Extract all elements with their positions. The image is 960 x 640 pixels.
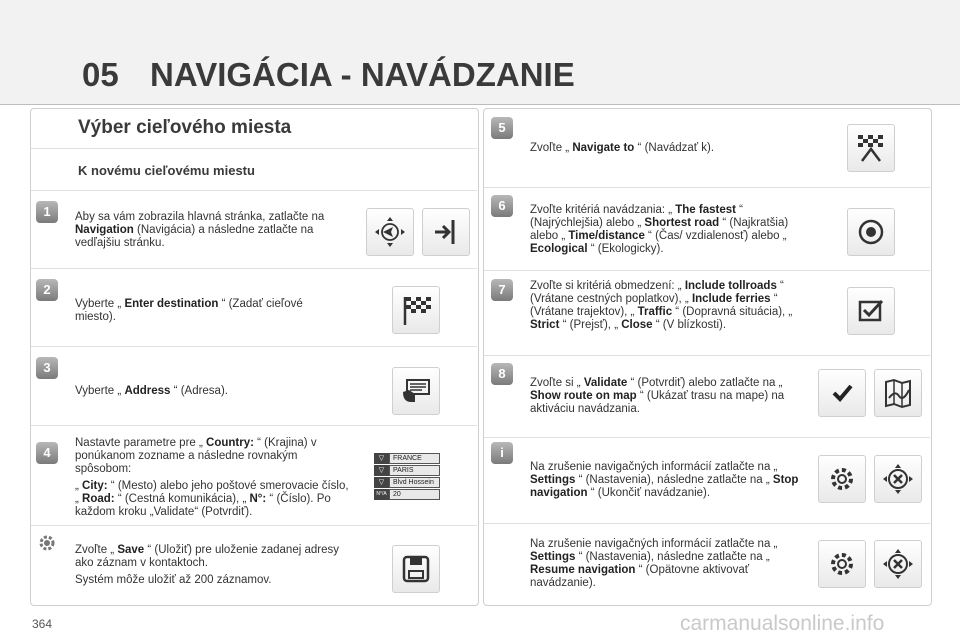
page-number: 364 (32, 617, 53, 631)
step-badge-7: 7 (491, 279, 513, 301)
header-divider (0, 104, 960, 105)
filter-icon: ▽ (374, 465, 389, 476)
watermark: carmanualsonline.info (680, 612, 885, 635)
number-label: N°/A (374, 489, 389, 500)
enter-destination-button[interactable] (392, 286, 440, 334)
divider (31, 148, 477, 149)
save-button[interactable] (392, 545, 440, 593)
stop-navigation-button[interactable] (874, 455, 922, 503)
step-6-text: Zvoľte kritériá navádzania: „ The fastest “ (Najrýchlejšia) alebo „ Shortest road “ (Najkratšia) alebo „ Time/distance “ (Čas/ vzdialenosť) alebo „ Ecological “ (Ekologicky). (530, 204, 789, 255)
step-badge-8: 8 (491, 363, 513, 385)
address-field-country[interactable]: ▽ FRANCE (374, 453, 440, 464)
navigate-to-button[interactable] (847, 124, 895, 172)
checkered-flag-icon (399, 293, 433, 327)
cancel-navigation-icon (881, 547, 915, 581)
step-badge-3: 3 (36, 357, 58, 379)
step-4-text: Nastavte parametre pre „ Country: “ (Krajina) v ponúkanom zozname a následne rovnakým spôsobom: „ City: “ (Mesto) alebo jeho poštové smerovacie číslo, „ Road: “ (Cestná komunikácia), „ N°: “ (Číslo). Po každom kroku „Validate“ (Potvrdiť). (75, 437, 349, 518)
divider (484, 523, 930, 524)
route-criteria-button[interactable] (847, 208, 895, 256)
checkbox-icon (854, 294, 888, 328)
gear-icon (825, 547, 859, 581)
filter-icon: ▽ (374, 453, 389, 464)
settings-button[interactable] (818, 540, 866, 588)
step-1-text: Aby sa vám zobrazila hlavná stránka, zatlačte na Navigation (Navigácia) a následne zatlačte na vedľajšiu stránku. (75, 211, 325, 249)
navigation-arrow-icon (373, 215, 407, 249)
divider (31, 346, 477, 347)
divider (484, 355, 930, 356)
settings-button[interactable] (818, 455, 866, 503)
step-7-text: Zvoľte si kritériá obmedzení: „ Include tollroads “ (Vrátane cestných poplatkov), „ Include ferries “ (Vrátane trajektov), „ Traffic “ (Dopravná situácia), „ Strict “ (Prejsť), „ Close “ (V blízkosti). (530, 280, 793, 331)
info-resume-text: Na zrušenie navigačných informácií zatlačte na „ Settings “ (Nastavenia), následne zatlačte na „ Resume navigation “ (Opätovne aktivovať navádzanie). (530, 538, 778, 589)
address-keyboard-icon (399, 374, 433, 408)
address-field-city[interactable]: ▽ PARIS (374, 465, 440, 476)
step-badge-4: 4 (36, 442, 58, 464)
restriction-criteria-button[interactable] (847, 287, 895, 335)
divider (31, 190, 477, 191)
step-8-text: Zvoľte si „ Validate “ (Potvrdiť) alebo zatlačte na „ Show route on map “ (Ukázať trasu na mape) na aktiváciu navádzania. (530, 377, 785, 415)
navigate-flag-icon (854, 131, 888, 165)
resume-navigation-button[interactable] (874, 540, 922, 588)
save-step-text: Zvoľte „ Save “ (Uložiť) pre uloženie zadanej adresy ako záznam v kontaktoch. Systém môže uložiť až 200 záznamov. (75, 544, 339, 586)
next-page-icon (429, 215, 463, 249)
right-panel (483, 108, 932, 606)
divider (484, 437, 930, 438)
gear-icon (825, 462, 859, 496)
divider (484, 270, 930, 271)
navigation-button[interactable] (366, 208, 414, 256)
divider (31, 425, 477, 426)
step-5-text: Zvoľte „ Navigate to “ (Navádzať k). (530, 142, 715, 154)
section-subtitle: K novému cieľovému miestu (78, 163, 255, 178)
cancel-navigation-icon (881, 462, 915, 496)
step-badge-5: 5 (491, 117, 513, 139)
checkmark-icon (825, 376, 859, 410)
chapter-number: 05 (82, 56, 119, 93)
section-title: Výber cieľového miesta (78, 117, 292, 138)
step-badge-1: 1 (36, 201, 58, 223)
divider (31, 525, 477, 526)
left-panel (30, 108, 479, 606)
info-stop-text: Na zrušenie navigačných informácií zatlačte na „ Settings “ (Nastavenia), následne zatlačte na „ Stop navigation “ (Ukončiť navádzanie). (530, 461, 799, 499)
address-button[interactable] (392, 367, 440, 415)
step-2-text: Vyberte „ Enter destination “ (Zadať cieľové miesto). (75, 298, 303, 323)
address-form-preview (374, 453, 440, 499)
page-title: NAVIGÁCIA - NAVÁDZANIE (150, 56, 575, 93)
show-route-on-map-button[interactable] (874, 369, 922, 417)
gear-icon (36, 532, 58, 554)
next-page-button[interactable] (422, 208, 470, 256)
validate-button[interactable] (818, 369, 866, 417)
divider (31, 268, 477, 269)
step-3-text: Vyberte „ Address “ (Adresa). (75, 385, 228, 397)
divider (484, 187, 930, 188)
step-badge-2: 2 (36, 279, 58, 301)
info-badge: i (491, 442, 513, 464)
save-disk-icon (399, 552, 433, 586)
address-field-number[interactable]: N°/A 20 (374, 489, 440, 500)
address-field-road[interactable]: ▽ Blvd Hossein (374, 477, 440, 488)
radio-option-icon (854, 215, 888, 249)
filter-icon: ▽ (374, 477, 389, 488)
map-route-icon (881, 376, 915, 410)
step-badge-6: 6 (491, 195, 513, 217)
